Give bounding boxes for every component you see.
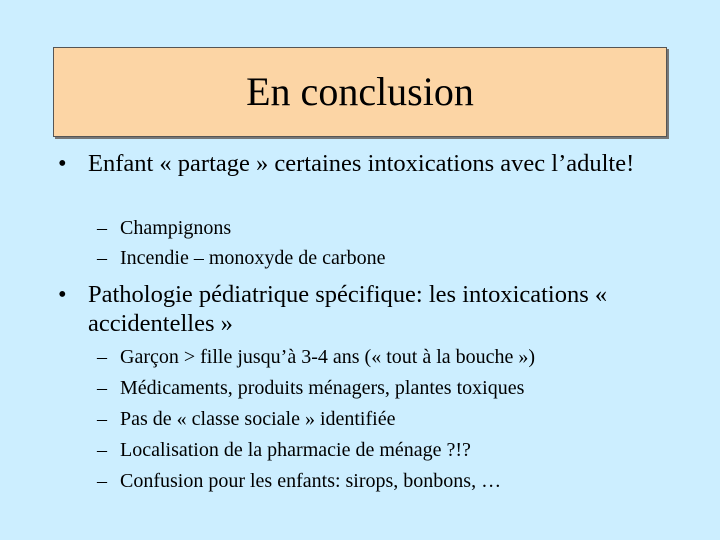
bullet-text: Pathologie pédiatrique spécifique: les intoxications « accidentelles » xyxy=(88,281,608,337)
dash-icon: – xyxy=(97,439,107,461)
subbullet-text: Champignons xyxy=(120,217,232,239)
dash-icon: – xyxy=(97,377,107,399)
subbullet-text: Confusion pour les enfants: sirops, bonbons, … xyxy=(120,470,502,492)
bullet-icon: • xyxy=(58,281,67,308)
dash-icon: – xyxy=(97,408,107,430)
dash-icon: – xyxy=(97,470,107,492)
dash-icon: – xyxy=(97,247,107,269)
bullet-text: Enfant « partage » certaines intoxications avec l’adulte! xyxy=(88,150,635,177)
bullet-icon: • xyxy=(58,150,67,177)
dash-icon: – xyxy=(97,217,107,239)
subbullet-text: Localisation de la pharmacie de ménage ?!? xyxy=(120,439,471,461)
slide-title: En conclusion xyxy=(246,69,474,114)
subbullet-text: Pas de « classe sociale » identifiée xyxy=(120,408,396,430)
subbullet-text: Incendie – monoxyde de carbone xyxy=(120,247,386,269)
dash-icon: – xyxy=(97,346,107,368)
subbullet-text: Garçon > fille jusqu’à 3-4 ans (« tout à la bouche ») xyxy=(120,346,536,368)
subbullet-text: Médicaments, produits ménagers, plantes toxiques xyxy=(120,377,525,399)
